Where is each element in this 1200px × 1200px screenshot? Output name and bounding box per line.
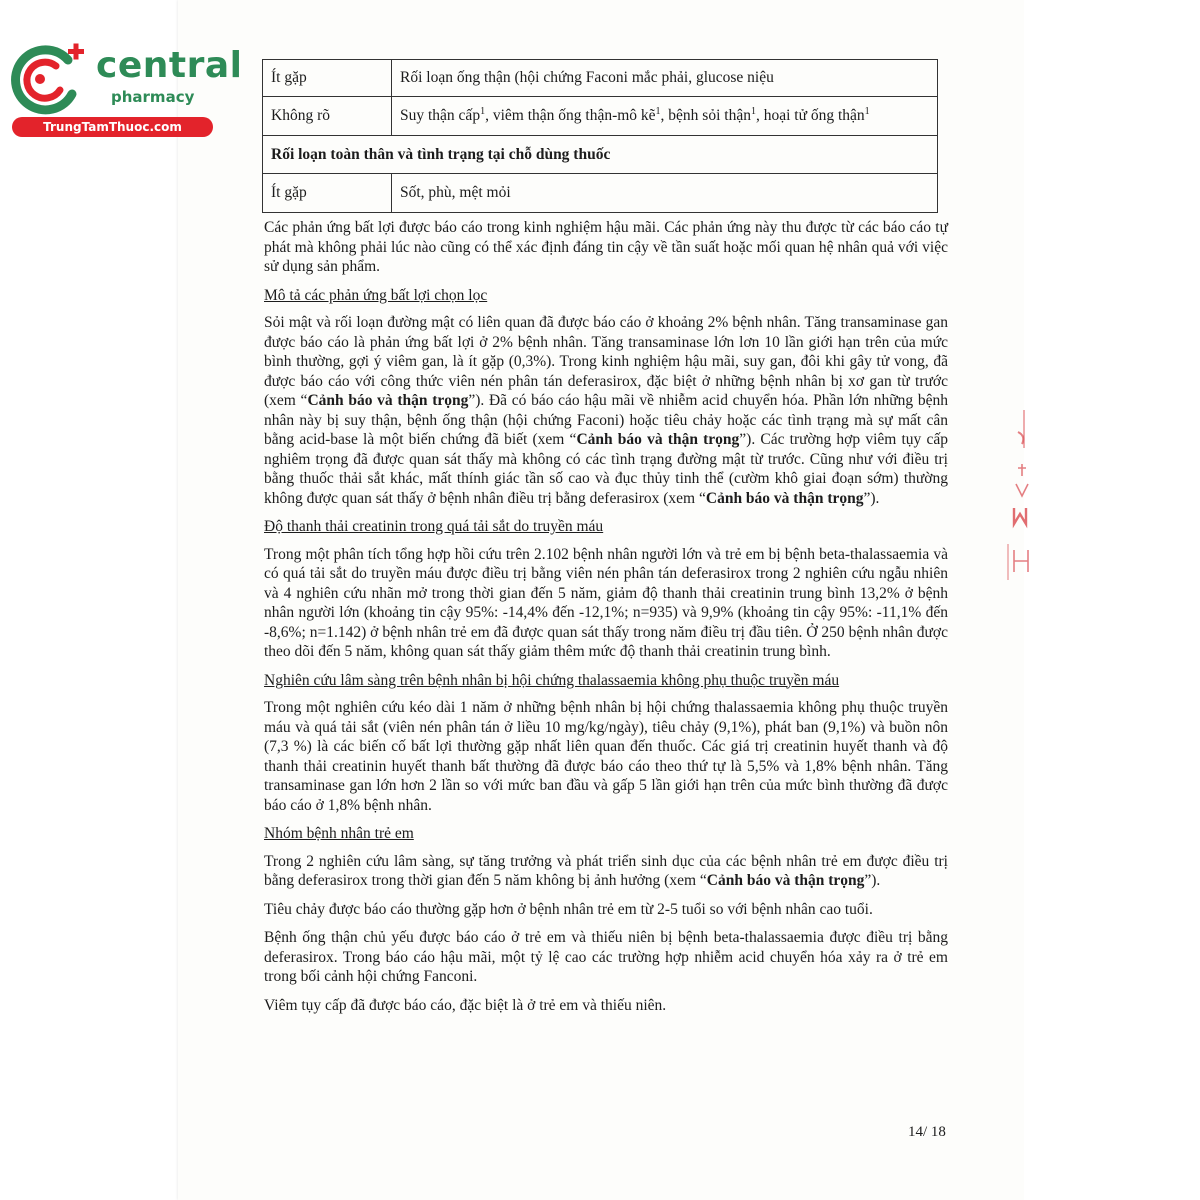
cross-reference: Cảnh báo và thận trọng xyxy=(307,392,469,409)
cross-reference: Cảnh báo và thận trọng xyxy=(576,431,740,448)
page-number: 14/ 18 xyxy=(908,1124,946,1140)
section-heading-cell: Rối loạn toàn thân và tình trạng tại chỗ dùng thuốc xyxy=(263,136,938,174)
logo-subtitle: pharmacy xyxy=(111,88,195,106)
paragraph-creatinine: Trong một phân tích tổng hợp hồi cứu trên 2.102 bệnh nhân người lớn và trẻ em bị bệnh beta-thalassaemia và có quá tải sắt do truyền máu được điều trị bằng viên nén phân tán deferasirox trong 2 nghiên cứu ngẫu nhiên và 4 nghiên cứu nhãn mở trong thời gian đến 5 năm, giảm độ thanh thải creatinin trung bình 13,2% ở bệnh nhân người lớn (khoảng tin cậy 95%: -14,4% đến -12,1%; n=935) và 9,9% (khoảng tin cậy 95%: -11,1% đến -8,6%; n=1.142) ở bệnh nhân trẻ em đã được quan sát thấy trong năm điều trị đầu tiên. Ở 250 bệnh nhân được theo dõi đến 5 năm, không quan sát thấy giảm thêm mức độ thanh thải creatinin trung bình. xyxy=(264,545,948,660)
paragraph-pediatric-pancreatitis: Viêm tụy cấp đã được báo cáo, đặc biệt là ở trẻ em và thiếu niên. xyxy=(264,996,667,1014)
paragraph-pediatric-renal: Bệnh ống thận chủ yếu được báo cáo ở trẻ em và thiếu niên bị bệnh beta-thalassaemia được điều trị bằng deferasirox. Trong báo cáo hậu mãi, một tỷ lệ cao các trường hợp nhiễm acid chuyển hóa xảy ra ở trẻ em trong bối cảnh hội chứng Fanconi. xyxy=(264,929,948,985)
table-row xyxy=(263,60,938,97)
table-row xyxy=(263,97,938,136)
section-heading-creatinine: Độ thanh thải creatinin trong quá tải sắt do truyền máu xyxy=(264,518,604,535)
frequency-cell: Ít gặp xyxy=(263,174,392,213)
reaction-cell: Rối loạn ống thận (hội chứng Faconi mắc phải, glucose niệu xyxy=(392,60,938,97)
frequency-cell: Không rõ xyxy=(263,97,392,136)
pharmacy-c-logo-icon xyxy=(10,40,90,120)
scan-margin-left xyxy=(0,0,178,1200)
adverse-reactions-table xyxy=(262,59,938,213)
reaction-cell: Sốt, phù, mệt mỏi xyxy=(392,174,938,213)
logo-website-banner: TrungTamThuoc.com xyxy=(12,117,213,137)
section-heading-selected-reactions: Mô tả các phản ứng bất lợi chọn lọc xyxy=(264,286,488,304)
table-row xyxy=(263,174,938,213)
reaction-cell: Suy thận cấp$^1$, viêm thận ống thận-mô kẽ$^1$, bệnh sỏi thận$^1$, hoại tử ống thận$^1$ xyxy=(392,97,938,136)
section-heading-ntdt: Nghiên cứu lâm sàng trên bệnh nhân bị hội chứng thalassaemia không phụ thuộc truyền máu xyxy=(264,671,840,689)
section-heading-pediatric: Nhóm bệnh nhân trẻ em xyxy=(264,825,414,842)
paragraph-pediatric-growth: Trong 2 nghiên cứu lâm sàng, sự tăng trưởng và phát triển sinh dục của các bệnh nhân trẻ em được điều trị bằng deferasirox trong thời gian đến 5 năm không bị ảnh hưởng (xem “Cảnh báo và thận trọng”). xyxy=(264,852,948,889)
paragraph-postmarketing: Các phản ứng bất lợi được báo cáo trong kinh nghiệm hậu mãi. Các phản ứng này thu được từ các báo cáo tự phát mà không phải lúc nào cũng có thể xác định đáng tin cậy về tần suất hoặc mối quan hệ nhân quả với việc sử dụng sản phẩm. xyxy=(264,219,948,275)
document-body xyxy=(264,218,948,1015)
paragraph-pediatric-diarrhea: Tiêu chảy được báo cáo thường gặp hơn ở bệnh nhân trẻ em từ 2-5 tuổi so với bệnh nhân cao tuổi. xyxy=(264,900,873,918)
paragraph-selected-reactions: Sỏi mật và rối loạn đường mật có liên quan đã được báo cáo ở khoảng 2% bệnh nhân. Tăng transaminase gan được báo cáo là phản ứng bất lợi ở 2% bệnh nhân. Tăng transaminase lớn lơn 10 lần giới hạn trên của mức bình thường, gợi ý viêm gan, là ít gặp (0,3%). Trong kinh nghiệm hậu mãi, suy gan, đôi khi gây tử vong, đã được báo cáo với công thức viên nén phân tán deferasirox, đặc biệt ở những bệnh nhân bị xơ gan từ trước (xem “Cảnh báo và thận trọng”). Đã có báo cáo hậu mãi về nhiễm acid chuyển hóa. Phần lớn những bệnh nhân này bị suy thận, bệnh ống thận (hội chứng Faconi) hoặc tiêu chảy hoặc các tình trạng mà sự mất cân bằng acid-base là một biến chứng đã biết (xem “Cảnh báo và thận trọng”). Các trường hợp viêm tụy cấp nghiêm trọng đã được quan sát thấy mà không có các tình trạng đường mật từ trước. Cũng như với điều trị bằng thuốc thải sắt khác, mất thính giác tần số cao và đục thủy tinh thể (cườm khô giai đoạn sớm) thường không được quan sát thấy ở bệnh nhân điều trị bằng deferasirox (xem “Cảnh báo và thận trọng”). xyxy=(264,314,948,507)
central-pharmacy-logo[interactable] xyxy=(10,38,243,138)
cross-reference: Cảnh báo và thận trọng xyxy=(706,872,865,889)
scan-margin-right xyxy=(1024,0,1200,1200)
red-stamp-edge xyxy=(1006,410,1036,600)
cross-reference: Cảnh báo và thận trọng xyxy=(705,489,864,507)
paragraph-ntdt: Trong một nghiên cứu kéo dài 1 năm ở những bệnh nhân bị hội chứng thalassaemia không phụ thuộc truyền máu và quá tải sắt (viên nén phân tán ở liều 10 mg/kg/ngày), tiêu chảy (9,1%), phát ban (9,1%) và buồn nôn (7,3 %) là các biến cố bất lợi thường gặp nhất liên quan đến thuốc. Các giá trị creatinin huyết thanh và độ thanh thải creatinin huyết thanh bất thường đã được báo cáo theo thứ tự là 5,5% và 1,8% bệnh nhân. Tăng transaminase gan lớn hơn 2 lần so với mức ban đầu và gấp 5 lần giới hạn trên của mức bình thường đã được báo cáo ở 1,8% bệnh nhân. xyxy=(264,699,948,814)
logo-brand-name: central xyxy=(96,45,243,86)
table-section-row xyxy=(263,136,938,174)
frequency-cell: Ít gặp xyxy=(263,60,392,97)
